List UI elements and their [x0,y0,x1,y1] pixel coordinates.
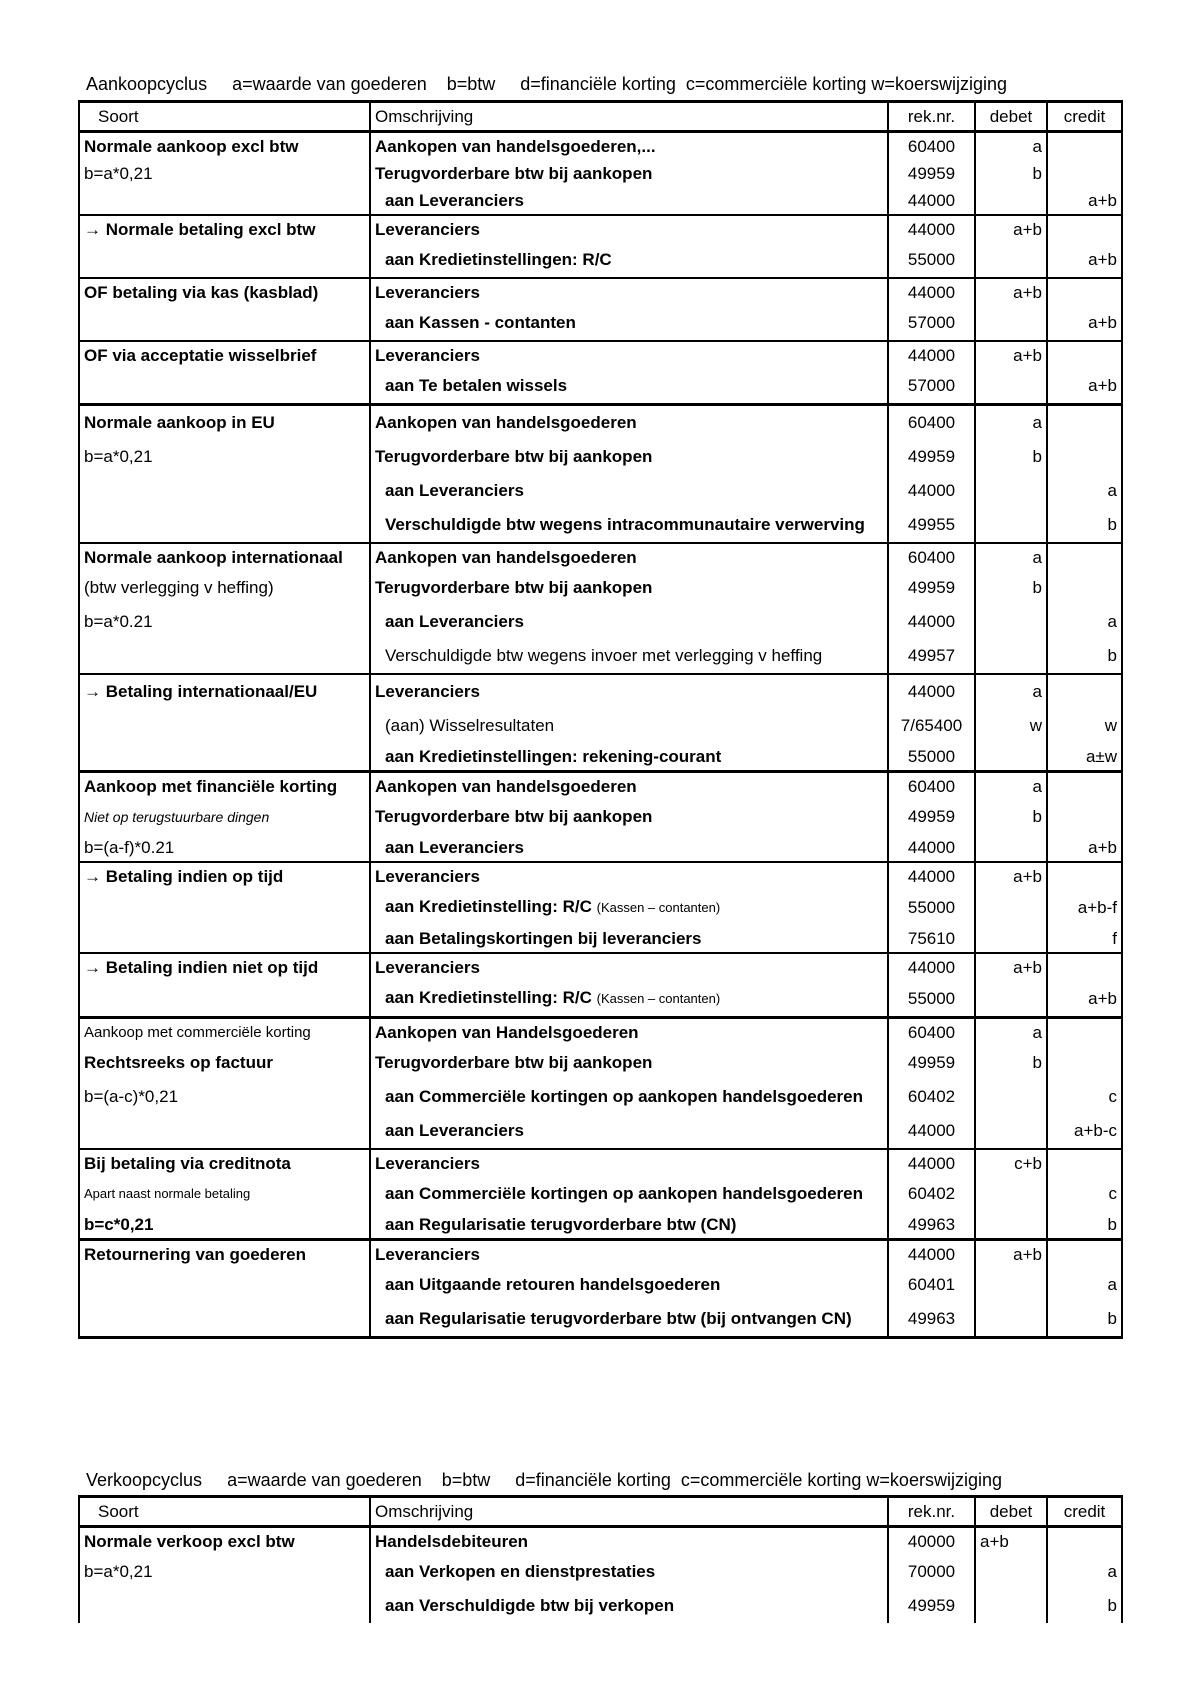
cell-debet [975,605,1047,639]
cell-omschrijving-note: (Kassen – contanten) [596,991,721,1006]
header-debet: debet [975,1497,1047,1527]
cell-omschrijving: Leveranciers [370,674,888,709]
cell-reknr: 49959 [888,1589,975,1623]
cell-debet [975,508,1047,543]
table-header-row [79,102,1122,132]
cell-reknr: 60402 [888,1177,975,1211]
cell-soort: → Betaling indien niet op tijd [79,953,370,981]
table-row [79,1211,1122,1240]
cell-omschrijving: aan Leveranciers [370,1114,888,1149]
cell-omschrijving: Leveranciers [370,1240,888,1269]
cell-credit: b [1047,1211,1122,1240]
cell-credit [1047,1240,1122,1269]
cell-debet: a [975,405,1047,441]
cell-omschrijving: Leveranciers [370,953,888,981]
cell-credit [1047,1149,1122,1177]
cell-omschrijving: aan Kredietinstellingen: rekening-courant [370,743,888,772]
table-row [79,278,1122,306]
cell-credit: a+b-c [1047,1114,1122,1149]
cell-soort: Rechtsreeks op factuur [79,1046,370,1080]
cell-debet [975,1114,1047,1149]
table-row [79,543,1122,571]
cell-debet [975,1589,1047,1623]
cell-reknr: 7/65400 [888,709,975,743]
cell-credit: a+b-f [1047,890,1122,925]
cell-omschrijving: Terugvorderbare btw bij aankopen [370,800,888,834]
cell-omschrijving [370,890,888,925]
table-row [79,1046,1122,1080]
cell-soort: Normale aankoop excl btw [79,132,370,161]
cell-credit [1047,405,1122,441]
table-row [79,605,1122,639]
sales-cycle-caption: Verkoopcyclus a=waarde van goederen b=btw d=financiële korting c=commerciële korting w=koerswijziging [86,1470,1002,1490]
cell-soort: Aankoop met financiële korting [79,772,370,801]
cell-reknr: 44000 [888,953,975,981]
cell-soort: b=a*0,21 [79,440,370,474]
cell-soort: → Betaling indien op tijd [79,862,370,890]
table-row [79,1527,1122,1556]
cell-soort [79,981,370,1018]
cell-debet [975,369,1047,405]
cell-omschrijving: Aankopen van handelsgoederen [370,543,888,571]
cell-credit: b [1047,1589,1122,1623]
cell-credit: a [1047,1555,1122,1589]
cell-debet: c+b [975,1149,1047,1177]
cell-debet: b [975,571,1047,605]
cell-soort: Normale verkoop excl btw [79,1527,370,1556]
cell-omschrijving: aan Betalingskortingen bij leveranciers [370,925,888,953]
cell-reknr: 49959 [888,1046,975,1080]
table-row [79,709,1122,743]
cell-credit: a+b [1047,243,1122,278]
cell-reknr: 60400 [888,772,975,801]
cell-reknr: 49959 [888,571,975,605]
table-row [79,1018,1122,1047]
table-row [79,953,1122,981]
cell-debet: a [975,132,1047,161]
cell-omschrijving: Verschuldigde btw wegens invoer met verlegging v heffing [370,639,888,674]
cell-reknr: 60400 [888,543,975,571]
table-row [79,1177,1122,1211]
cell-debet: a+b [975,341,1047,369]
cell-reknr: 44000 [888,674,975,709]
cell-soort [79,1589,370,1623]
cell-credit: a [1047,605,1122,639]
cell-omschrijving: aan Te betalen wissels [370,369,888,405]
table-row [79,369,1122,405]
cell-omschrijving-text: aan Kredietinstelling: R/C [385,988,592,1007]
cell-omschrijving: aan Uitgaande retouren handelsgoederen [370,1268,888,1302]
cell-credit [1047,341,1122,369]
table-row [79,1149,1122,1177]
cell-credit [1047,772,1122,801]
cell-credit: a±w [1047,743,1122,772]
cell-debet: b [975,160,1047,187]
sales-journal-table [78,1495,1123,1623]
table-row [79,187,1122,215]
cell-omschrijving: Leveranciers [370,215,888,243]
cell-reknr: 60400 [888,405,975,441]
cell-reknr: 44000 [888,474,975,508]
cell-debet [975,925,1047,953]
cell-credit [1047,862,1122,890]
cell-soort [79,1302,370,1338]
cell-omschrijving: aan Leveranciers [370,605,888,639]
cell-reknr: 44000 [888,187,975,215]
cell-credit: f [1047,925,1122,953]
cell-soort [79,890,370,925]
purchase-cycle-caption: Aankoopcyclus a=waarde van goederen b=btw d=financiële korting c=commerciële korting w=koerswijziging [86,74,1007,94]
table-row [79,743,1122,772]
header-reknr: rek.nr. [888,102,975,132]
cell-omschrijving: aan Verkopen en dienstprestaties [370,1555,888,1589]
cell-debet: b [975,800,1047,834]
table-row [79,862,1122,890]
cell-reknr: 44000 [888,1149,975,1177]
cell-omschrijving [370,981,888,1018]
cell-reknr: 40000 [888,1527,975,1556]
cell-reknr: 60400 [888,1018,975,1047]
cell-reknr: 44000 [888,1114,975,1149]
cell-reknr: 60402 [888,1080,975,1114]
cell-soort: (btw verlegging v heffing) [79,571,370,605]
cell-debet [975,1302,1047,1338]
header-omschrijving: Omschrijving [370,102,888,132]
cell-debet: w [975,709,1047,743]
table-row [79,925,1122,953]
cell-credit: b [1047,1302,1122,1338]
cell-reknr: 49959 [888,800,975,834]
cell-reknr: 55000 [888,981,975,1018]
cell-credit: a+b [1047,981,1122,1018]
cell-debet [975,834,1047,862]
cell-credit [1047,1046,1122,1080]
header-credit: credit [1047,102,1122,132]
cell-omschrijving: aan Kassen - contanten [370,306,888,341]
cell-omschrijving: Leveranciers [370,278,888,306]
cell-soort: b=(a-f)*0.21 [79,834,370,862]
table-row [79,800,1122,834]
cell-omschrijving-note: (Kassen – contanten) [596,900,721,915]
cell-soort [79,474,370,508]
cell-credit [1047,1527,1122,1556]
cell-debet: a [975,543,1047,571]
cell-omschrijving: aan Kredietinstellingen: R/C [370,243,888,278]
cell-soort [79,743,370,772]
cell-soort: Normale aankoop in EU [79,405,370,441]
cell-soort [79,1268,370,1302]
cell-credit [1047,215,1122,243]
cell-debet [975,306,1047,341]
cell-soort: b=a*0,21 [79,160,370,187]
cell-soort: Normale aankoop internationaal [79,543,370,571]
cell-soort: b=a*0.21 [79,605,370,639]
cell-credit: b [1047,508,1122,543]
cell-reknr: 57000 [888,306,975,341]
cell-debet [975,243,1047,278]
cell-debet: a+b [975,1240,1047,1269]
cell-credit [1047,278,1122,306]
cell-debet [975,1268,1047,1302]
table-row [79,1268,1122,1302]
cell-credit [1047,440,1122,474]
cell-soort: → Normale betaling excl btw [79,215,370,243]
cell-credit: c [1047,1080,1122,1114]
cell-soort: Retournering van goederen [79,1240,370,1269]
cell-soort: Niet op terugstuurbare dingen [79,800,370,834]
cell-omschrijving: Verschuldigde btw wegens intracommunautaire verwerving [370,508,888,543]
cell-credit: a [1047,1268,1122,1302]
cell-credit [1047,953,1122,981]
cell-soort: Bij betaling via creditnota [79,1149,370,1177]
cell-omschrijving: aan Regularisatie terugvorderbare btw (bij ontvangen CN) [370,1302,888,1338]
table-row [79,639,1122,674]
cell-debet [975,1080,1047,1114]
cell-reknr: 60400 [888,132,975,161]
cell-reknr: 44000 [888,341,975,369]
cell-debet [975,187,1047,215]
cell-omschrijving: Leveranciers [370,341,888,369]
table-row [79,772,1122,801]
cell-debet [975,474,1047,508]
cell-reknr: 55000 [888,243,975,278]
header-soort: Soort [79,102,370,132]
cell-credit: w [1047,709,1122,743]
cell-soort: b=c*0,21 [79,1211,370,1240]
table-row [79,890,1122,925]
cell-credit [1047,132,1122,161]
cell-omschrijving-text: aan Kredietinstelling: R/C [385,897,592,916]
cell-reknr: 57000 [888,369,975,405]
cell-debet: a+b [975,862,1047,890]
cell-debet [975,890,1047,925]
cell-soort [79,925,370,953]
cell-omschrijving: aan Leveranciers [370,834,888,862]
table-row [79,160,1122,187]
cell-soort [79,709,370,743]
cell-omschrijving: aan Verschuldigde btw bij verkopen [370,1589,888,1623]
table-row [79,474,1122,508]
header-reknr: rek.nr. [888,1497,975,1527]
cell-debet [975,1555,1047,1589]
cell-soort [79,639,370,674]
cell-soort: b=(a-c)*0,21 [79,1080,370,1114]
table-row [79,306,1122,341]
cell-omschrijving: Terugvorderbare btw bij aankopen [370,571,888,605]
cell-reknr: 49963 [888,1211,975,1240]
cell-omschrijving: Handelsdebiteuren [370,1527,888,1556]
cell-debet [975,743,1047,772]
cell-reknr: 44000 [888,1240,975,1269]
table-header-row [79,1497,1122,1527]
table-row [79,440,1122,474]
table-row [79,834,1122,862]
table-row [79,1589,1122,1623]
table-row [79,1240,1122,1269]
cell-omschrijving: Leveranciers [370,862,888,890]
cell-debet [975,1211,1047,1240]
cell-credit: a+b [1047,187,1122,215]
cell-soort: b=a*0,21 [79,1555,370,1589]
cell-debet: a [975,1018,1047,1047]
cell-credit: a [1047,474,1122,508]
table-row [79,1114,1122,1149]
cell-soort: → Betaling internationaal/EU [79,674,370,709]
table-row [79,674,1122,709]
cell-credit [1047,1018,1122,1047]
cell-reknr: 44000 [888,278,975,306]
cell-omschrijving: aan Leveranciers [370,187,888,215]
table-row [79,215,1122,243]
cell-debet: a+b [975,278,1047,306]
cell-soort [79,187,370,215]
cell-omschrijving: aan Leveranciers [370,474,888,508]
cell-debet: a+b [975,1527,1047,1556]
cell-reknr: 49963 [888,1302,975,1338]
cell-reknr: 55000 [888,890,975,925]
cell-omschrijving: (aan) Wisselresultaten [370,709,888,743]
cell-omschrijving: aan Regularisatie terugvorderbare btw (CN) [370,1211,888,1240]
cell-soort [79,243,370,278]
cell-reknr: 60401 [888,1268,975,1302]
cell-omschrijving: Terugvorderbare btw bij aankopen [370,440,888,474]
cell-omschrijving: Leveranciers [370,1149,888,1177]
cell-debet [975,639,1047,674]
table-row [79,132,1122,161]
table-row [79,1555,1122,1589]
cell-omschrijving: Aankopen van handelsgoederen,... [370,132,888,161]
table-row [79,1080,1122,1114]
cell-reknr: 70000 [888,1555,975,1589]
cell-soort [79,369,370,405]
cell-credit: c [1047,1177,1122,1211]
cell-credit [1047,160,1122,187]
cell-soort: Aankoop met commerciële korting [79,1018,370,1047]
cell-debet: a+b [975,953,1047,981]
cell-credit [1047,674,1122,709]
cell-omschrijving: aan Commerciële kortingen op aankopen handelsgoederen [370,1177,888,1211]
cell-debet [975,981,1047,1018]
purchase-journal-table [78,100,1123,1339]
header-debet: debet [975,102,1047,132]
table-row [79,243,1122,278]
header-soort: Soort [79,1497,370,1527]
cell-omschrijving: Aankopen van handelsgoederen [370,405,888,441]
cell-debet: a [975,674,1047,709]
cell-credit [1047,800,1122,834]
header-omschrijving: Omschrijving [370,1497,888,1527]
cell-soort [79,306,370,341]
cell-soort: OF via acceptatie wisselbrief [79,341,370,369]
cell-debet [975,1177,1047,1211]
header-credit: credit [1047,1497,1122,1527]
cell-soort [79,508,370,543]
cell-reknr: 44000 [888,215,975,243]
cell-soort [79,1114,370,1149]
cell-soort: Apart naast normale betaling [79,1177,370,1211]
cell-reknr: 49955 [888,508,975,543]
table-row [79,341,1122,369]
cell-credit [1047,543,1122,571]
cell-debet: a [975,772,1047,801]
cell-soort: OF betaling via kas (kasblad) [79,278,370,306]
cell-reknr: 44000 [888,605,975,639]
table-row [79,405,1122,441]
cell-credit: a+b [1047,834,1122,862]
cell-reknr: 44000 [888,862,975,890]
cell-reknr: 75610 [888,925,975,953]
table-row [79,508,1122,543]
cell-debet: b [975,440,1047,474]
table-row [79,981,1122,1018]
cell-omschrijving: Aankopen van handelsgoederen [370,772,888,801]
cell-reknr: 55000 [888,743,975,772]
cell-debet: b [975,1046,1047,1080]
cell-reknr: 44000 [888,834,975,862]
cell-reknr: 49957 [888,639,975,674]
cell-reknr: 49959 [888,160,975,187]
cell-omschrijving: Aankopen van Handelsgoederen [370,1018,888,1047]
cell-omschrijving: aan Commerciële kortingen op aankopen handelsgoederen [370,1080,888,1114]
table-row [79,1302,1122,1338]
cell-debet: a+b [975,215,1047,243]
cell-omschrijving: Terugvorderbare btw bij aankopen [370,1046,888,1080]
cell-credit [1047,571,1122,605]
cell-credit: a+b [1047,369,1122,405]
cell-reknr: 49959 [888,440,975,474]
table-row [79,571,1122,605]
cell-credit: b [1047,639,1122,674]
cell-credit: a+b [1047,306,1122,341]
cell-omschrijving: Terugvorderbare btw bij aankopen [370,160,888,187]
